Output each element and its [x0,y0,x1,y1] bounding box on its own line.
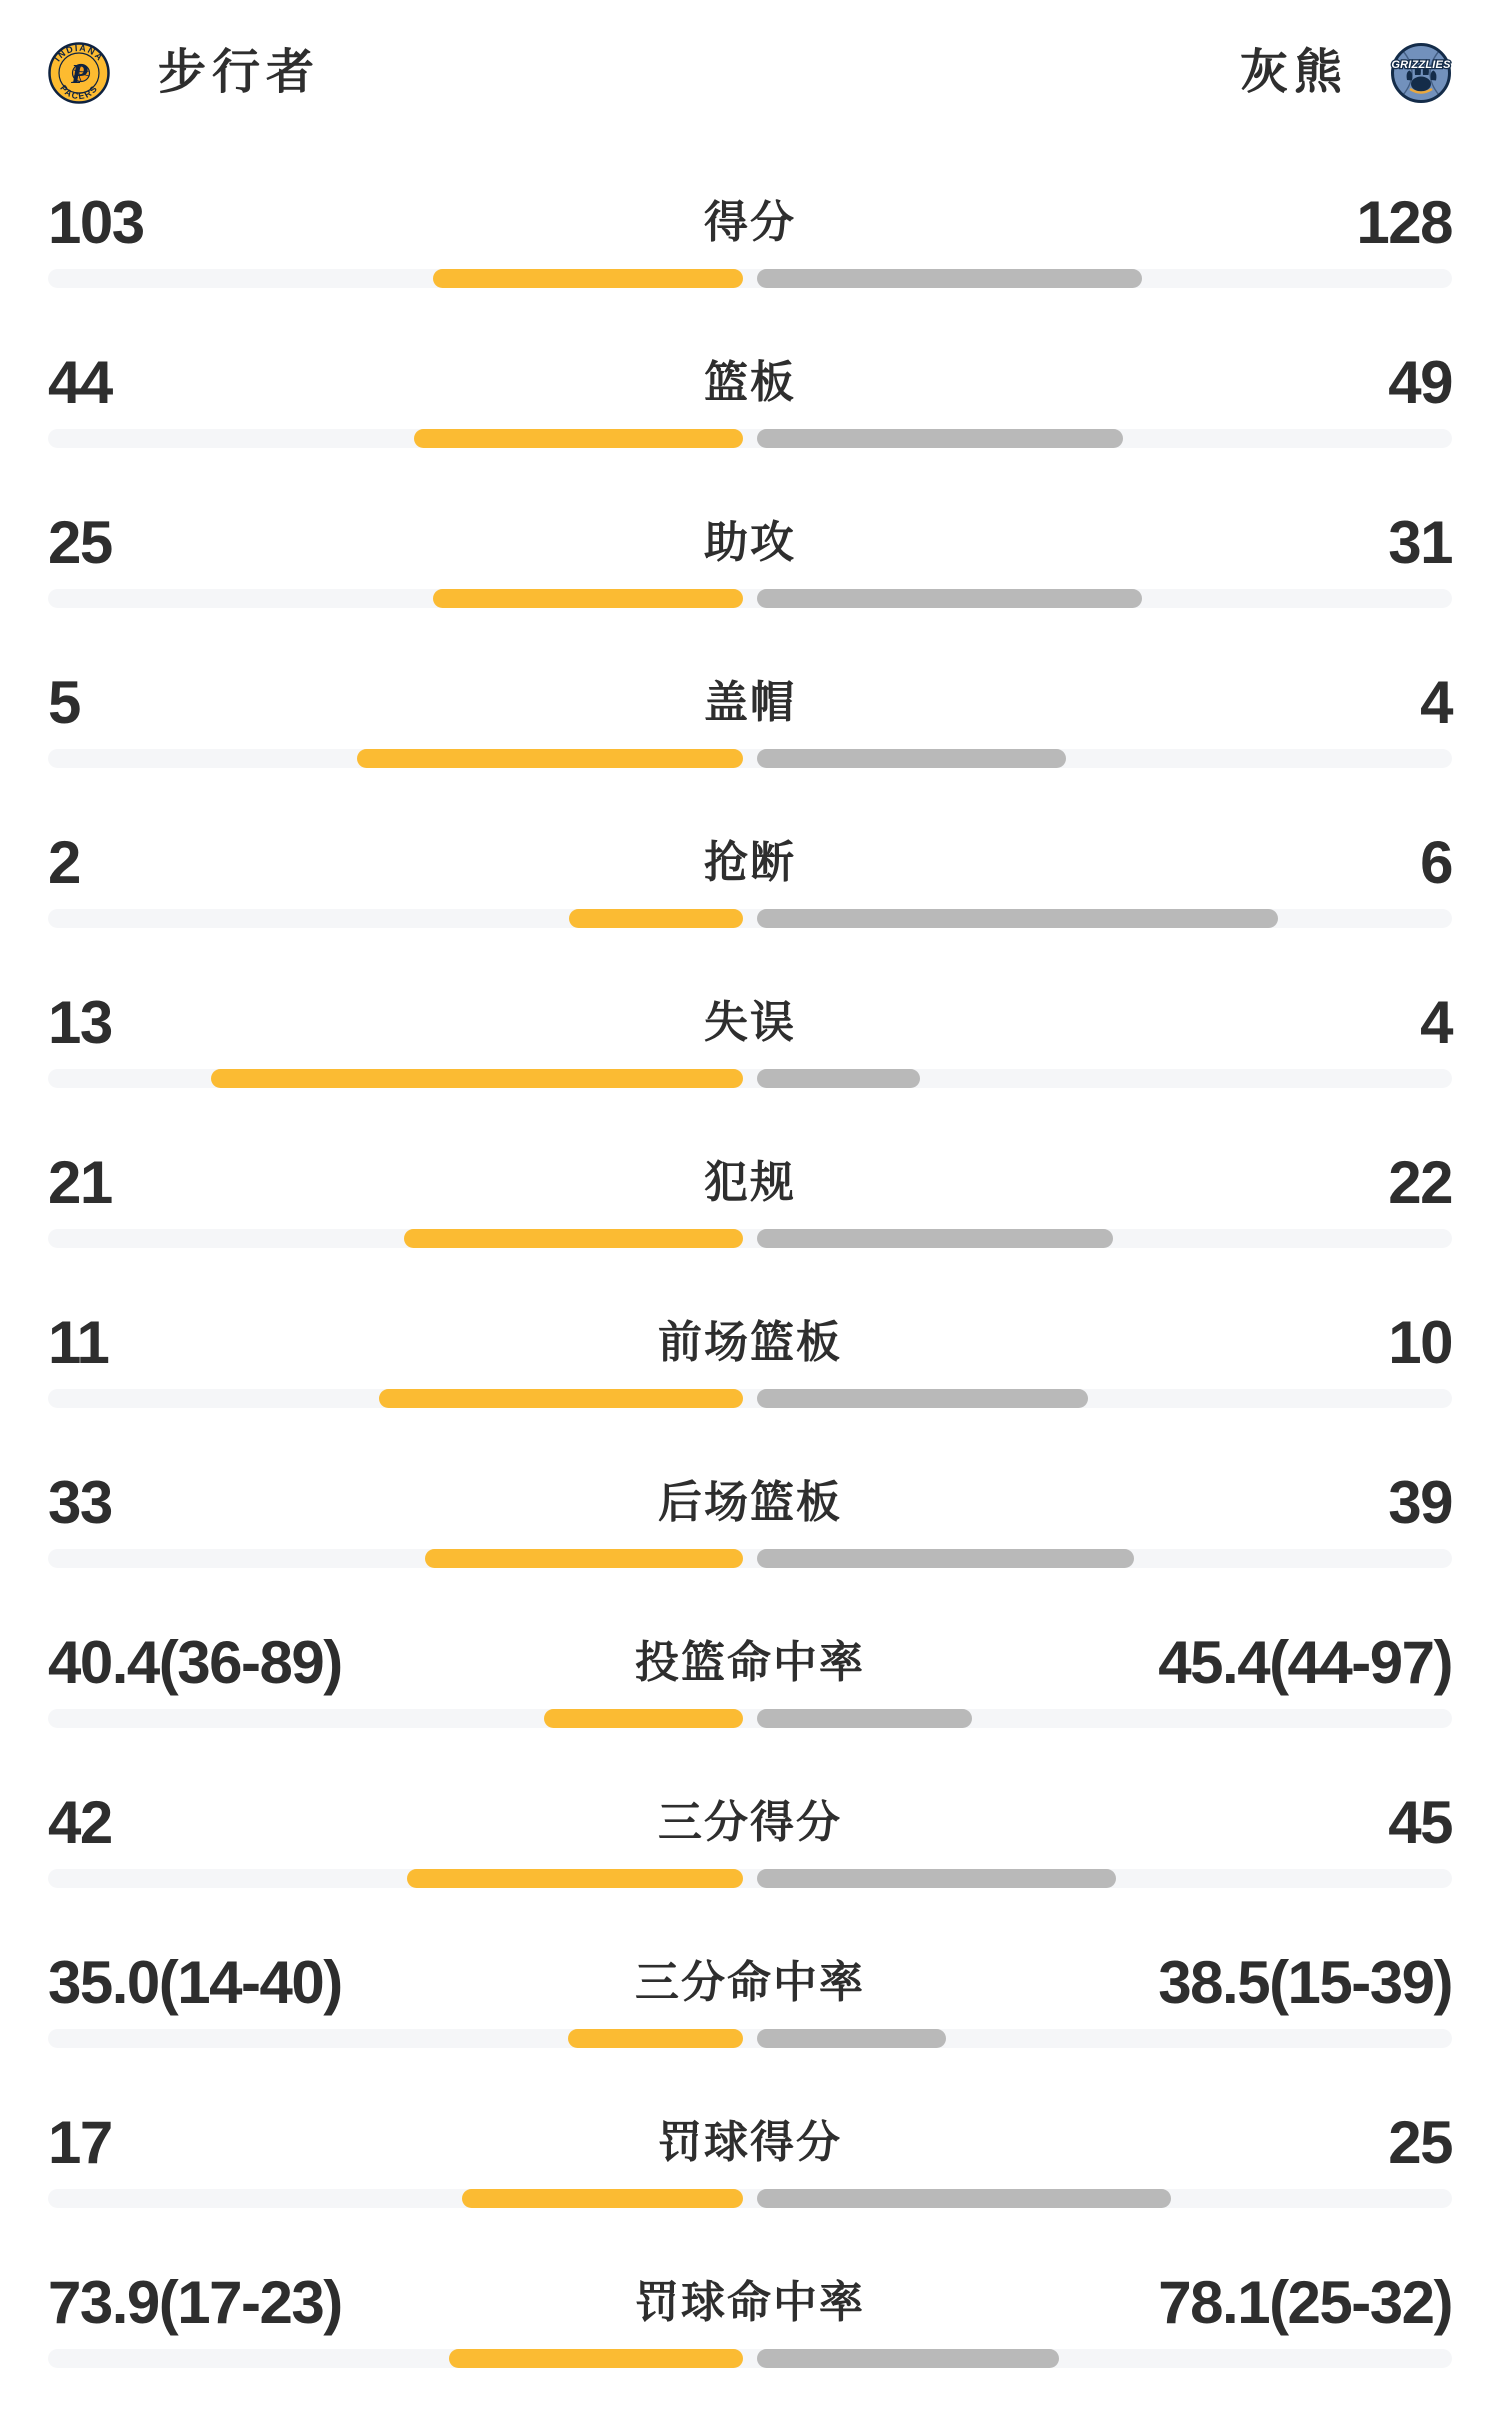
stat-label: 助攻 [704,518,796,567]
stat-bar-track [48,1069,1452,1088]
stat-row-text [48,989,1452,1056]
svg-text:INDIANA: INDIANA [52,42,106,64]
stat-bar-track [48,2189,1452,2208]
away-value: 39 [1388,1469,1452,1536]
stat-label: 盖帽 [704,678,796,727]
stat-bar-track [48,2029,1452,2048]
home-value: 25 [48,509,112,576]
grizzlies-logo-icon [1390,42,1452,104]
stat-row-text [48,1949,1452,2016]
away-value: 25 [1388,2109,1452,2176]
stat-row-text [48,1309,1452,1376]
stat-bar-track [48,1709,1452,1728]
stat-label: 三分命中率 [635,1958,865,2007]
stat-label: 抢断 [704,838,796,887]
away-bar-fill [757,1709,972,1728]
away-value: 4 [1420,989,1452,1056]
stat-row [48,1140,1452,1300]
away-team-name: 灰熊 [1239,46,1348,99]
stat-bar-track [48,749,1452,768]
header [48,36,1452,110]
away-value: 4 [1420,669,1452,736]
away-bar-fill [757,909,1278,928]
away-bar-fill [757,1389,1088,1408]
stat-bar-track [48,429,1452,448]
stat-row [48,980,1452,1140]
stat-label: 前场篮板 [658,1318,842,1367]
home-bar-fill [407,1869,743,1888]
home-bar-fill [357,749,743,768]
stat-row-text [48,189,1452,256]
home-bar-fill [379,1389,743,1408]
home-bar-fill [449,2349,743,2368]
home-bar-fill [569,909,743,928]
stat-row [48,1620,1452,1780]
stat-label: 罚球命中率 [635,2278,865,2327]
stat-bar-track [48,1229,1452,1248]
away-bar-fill [757,429,1123,448]
away-value: 45.4(44-97) [1158,1629,1452,1696]
stat-row-text [48,2109,1452,2176]
away-value: 78.1(25-32) [1158,2269,1452,2336]
stat-row [48,1780,1452,1940]
home-value: 35.0(14-40) [48,1949,342,2016]
home-bar-fill [568,2029,743,2048]
stat-row [48,2260,1452,2420]
stat-label: 篮板 [704,358,796,407]
stat-row-text [48,509,1452,576]
home-bar-fill [462,2189,743,2208]
home-value: 21 [48,1149,112,1216]
home-value: 42 [48,1789,112,1856]
stat-row-text [48,829,1452,896]
stat-bar-track [48,589,1452,608]
stat-bar-track [48,1549,1452,1568]
home-value: 73.9(17-23) [48,2269,342,2336]
stat-row [48,1300,1452,1460]
stat-bar-track [48,1389,1452,1408]
stat-row-text [48,1629,1452,1696]
away-value: 45 [1388,1789,1452,1856]
away-value: 38.5(15-39) [1158,1949,1452,2016]
home-bar-fill [414,429,743,448]
stat-row [48,2100,1452,2260]
stat-bar-track [48,2349,1452,2368]
stat-row [48,340,1452,500]
stat-bar-track [48,269,1452,288]
stat-label: 失误 [704,998,796,1047]
away-value: 10 [1388,1309,1452,1376]
stat-row [48,1460,1452,1620]
stat-row-text [48,1149,1452,1216]
stat-label: 罚球得分 [658,2118,842,2167]
home-value: 17 [48,2109,112,2176]
stat-label: 犯规 [704,1158,796,1207]
home-bar-fill [211,1069,743,1088]
stat-bar-track [48,909,1452,928]
stat-row [48,500,1452,660]
home-value: 44 [48,349,112,416]
home-value: 5 [48,669,80,736]
home-value: 13 [48,989,112,1056]
away-bar-fill [757,2349,1059,2368]
team-stats-comparison-panel [0,36,1500,2420]
away-value: 128 [1356,189,1452,256]
away-bar-fill [757,2029,946,2048]
away-value: 6 [1420,829,1452,896]
away-bar-fill [757,1069,920,1088]
stat-label: 得分 [704,198,796,247]
away-value: 22 [1388,1149,1452,1216]
away-value: 49 [1388,349,1452,416]
away-bar-fill [757,1869,1116,1888]
home-value: 33 [48,1469,112,1536]
home-bar-fill [544,1709,743,1728]
stat-row-text [48,349,1452,416]
home-team-name: 步行者 [158,46,321,99]
stat-label: 后场篮板 [658,1478,842,1527]
stat-row-text [48,2269,1452,2336]
stat-bar-track [48,1869,1452,1888]
away-bar-fill [757,589,1142,608]
home-bar-fill [404,1229,743,1248]
away-bar-fill [757,1549,1134,1568]
home-value: 11 [48,1309,109,1376]
stat-row-text [48,1469,1452,1536]
stat-row [48,820,1452,980]
away-bar-fill [757,1229,1113,1248]
stat-label: 三分得分 [658,1798,842,1847]
pacers-logo-icon [48,42,110,104]
stat-row [48,660,1452,820]
svg-text:GRIZZLIES: GRIZZLIES [1391,59,1451,71]
team-away[interactable] [1240,42,1452,104]
svg-text:P: P [71,59,88,89]
home-bar-fill [425,1549,743,1568]
away-bar-fill [757,749,1066,768]
home-bar-fill [433,269,743,288]
away-bar-fill [757,2189,1171,2208]
stat-row-text [48,669,1452,736]
svg-text:PACERS: PACERS [58,83,100,102]
away-bar-fill [757,269,1142,288]
team-home[interactable] [48,42,320,104]
stat-row-text [48,1789,1452,1856]
stat-row [48,180,1452,340]
home-value: 2 [48,829,80,896]
away-value: 31 [1388,509,1452,576]
stat-row [48,1940,1452,2100]
home-value: 40.4(36-89) [48,1629,342,1696]
home-bar-fill [433,589,743,608]
stats-list [48,180,1452,2420]
home-value: 103 [48,189,144,256]
stat-label: 投篮命中率 [635,1638,865,1687]
